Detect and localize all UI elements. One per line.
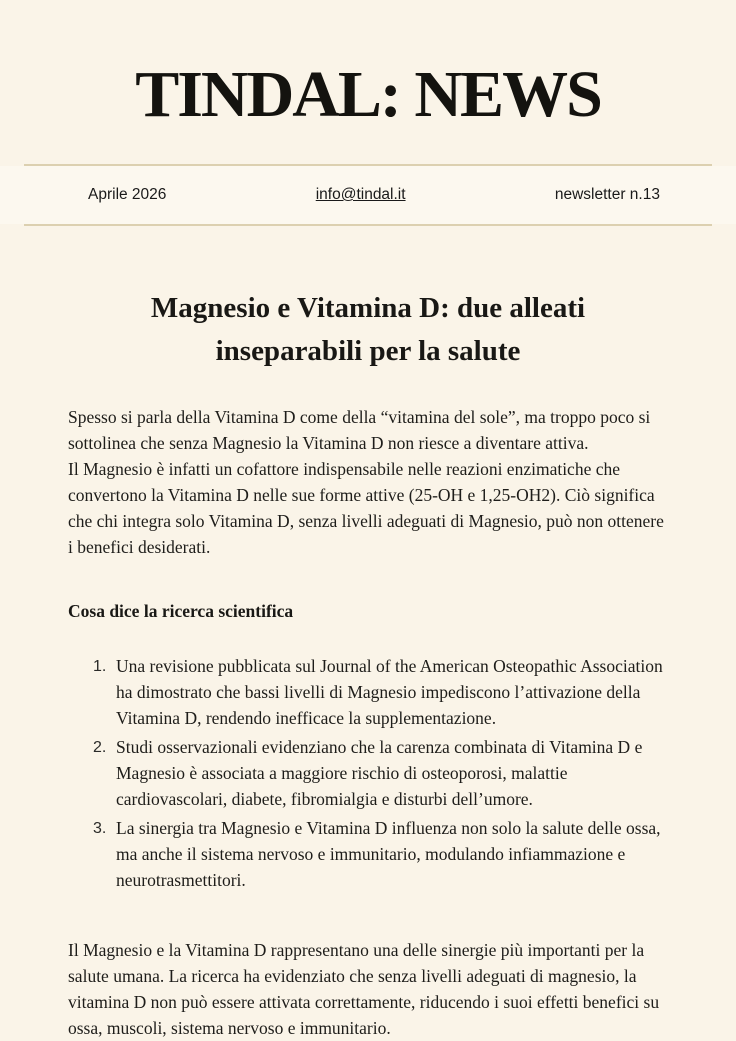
- research-findings-list: [68, 653, 668, 893]
- masthead-title: TINDAL: NEWS: [135, 58, 601, 131]
- list-item: [68, 815, 668, 893]
- meta-bar: [0, 166, 736, 224]
- intro-line-1: Spesso si parla della Vitamina D come della “vitamina del sole”, ma troppo poco si sottolinea che senza Magnesio la Vitamina D non riesce a diventare attiva.: [68, 407, 651, 453]
- list-item-number: 3.: [93, 820, 107, 837]
- section-heading: Cosa dice la ricerca scientifica: [68, 601, 294, 621]
- list-item-number: 1.: [93, 658, 107, 675]
- list-item-text: La sinergia tra Magnesio e Vitamina D influenza non solo la salute delle ossa, ma anche il sistema nervoso e immunitario, modulando infiammazione e neurotrasmettitori.: [116, 818, 661, 890]
- closing-paragraph: Il Magnesio e la Vitamina D rappresentano una delle sinergie più importanti per la salute umana. La ricerca ha evidenziato che senza livelli adeguati di magnesio, la vitamina D non può essere attivata correttamente, riducendo i suoi effetti benefici su ossa, muscoli, sistema nervoso e immunitario.: [68, 940, 660, 1038]
- intro-line-2: Il Magnesio è infatti un cofattore indispensabile nelle reazioni enzimatiche che convertono la Vitamina D nelle sue forme attive (25-OH e 1,25-OH2). Ciò significa che chi integra solo Vitamina D, senza livelli adeguati di Magnesio, può non ottenere i benefici desiderati.: [68, 459, 664, 557]
- masthead: [0, 0, 736, 130]
- email-link[interactable]: info@tindal.it: [315, 186, 406, 203]
- list-item-text: Studi osservazionali evidenziano che la carenza combinata di Vitamina D e Magnesio è associata a maggiore rischio di osteoporosi, malattie cardiovascolari, diabete, fibromialgia e disturbi dell’umore.: [116, 737, 643, 809]
- list-item: [68, 734, 668, 812]
- article: [0, 287, 736, 1041]
- issue-date: Aprile 2026: [88, 186, 167, 203]
- list-item: [68, 653, 668, 731]
- list-item-number: 2.: [93, 739, 107, 756]
- article-title: Magnesio e Vitamina D: due alleati inseparabili per la salute: [150, 292, 586, 367]
- intro-paragraph: [68, 404, 668, 560]
- list-item-text: Una revisione pubblicata sul Journal of the American Osteopathic Association ha dimostrato che bassi livelli di Magnesio impediscono l’attivazione della Vitamina D, rendendo inefficace la supplementazione.: [116, 656, 663, 728]
- newsletter-number: newsletter n.13: [554, 186, 660, 203]
- bottom-divider: [24, 224, 712, 226]
